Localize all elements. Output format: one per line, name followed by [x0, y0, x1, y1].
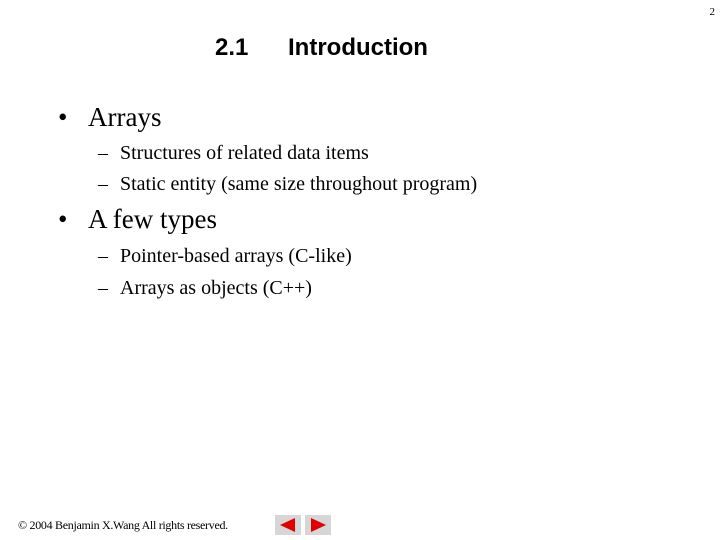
bullet-marker: • [58, 102, 68, 132]
sub-item [98, 245, 352, 268]
section-number: 2.1 [215, 34, 249, 61]
bullet-text: Arrays [88, 102, 162, 132]
slide-navigation [275, 515, 331, 535]
sub-item-text: Structures of related data items [120, 142, 369, 164]
right-arrow-icon [308, 517, 328, 533]
left-arrow-icon [278, 517, 298, 533]
sub-item [98, 277, 312, 300]
sub-item-text: Arrays as objects (C++) [120, 277, 312, 299]
dash-marker: – [98, 245, 108, 267]
sub-item [98, 142, 369, 165]
title-text: Introduction [288, 34, 428, 61]
next-slide-button[interactable] [305, 515, 331, 535]
slide-title [0, 32, 720, 66]
sub-item-text: Static entity (same size throughout program) [120, 173, 478, 195]
dash-marker: – [98, 277, 108, 299]
dash-marker: – [98, 173, 108, 195]
bullet-text: A few types [88, 204, 217, 234]
previous-slide-button[interactable] [275, 515, 301, 535]
sub-item-text: Pointer-based arrays (C-like) [120, 245, 352, 267]
sub-item [98, 173, 477, 196]
page-number: 2 [709, 6, 715, 18]
copyright-footer: © 2004 Benjamin X.Wang All rights reserved. [18, 518, 228, 532]
dash-marker: – [98, 142, 108, 164]
bullet-item [58, 102, 161, 133]
bullet-marker: • [58, 204, 68, 234]
bullet-item [58, 204, 217, 235]
